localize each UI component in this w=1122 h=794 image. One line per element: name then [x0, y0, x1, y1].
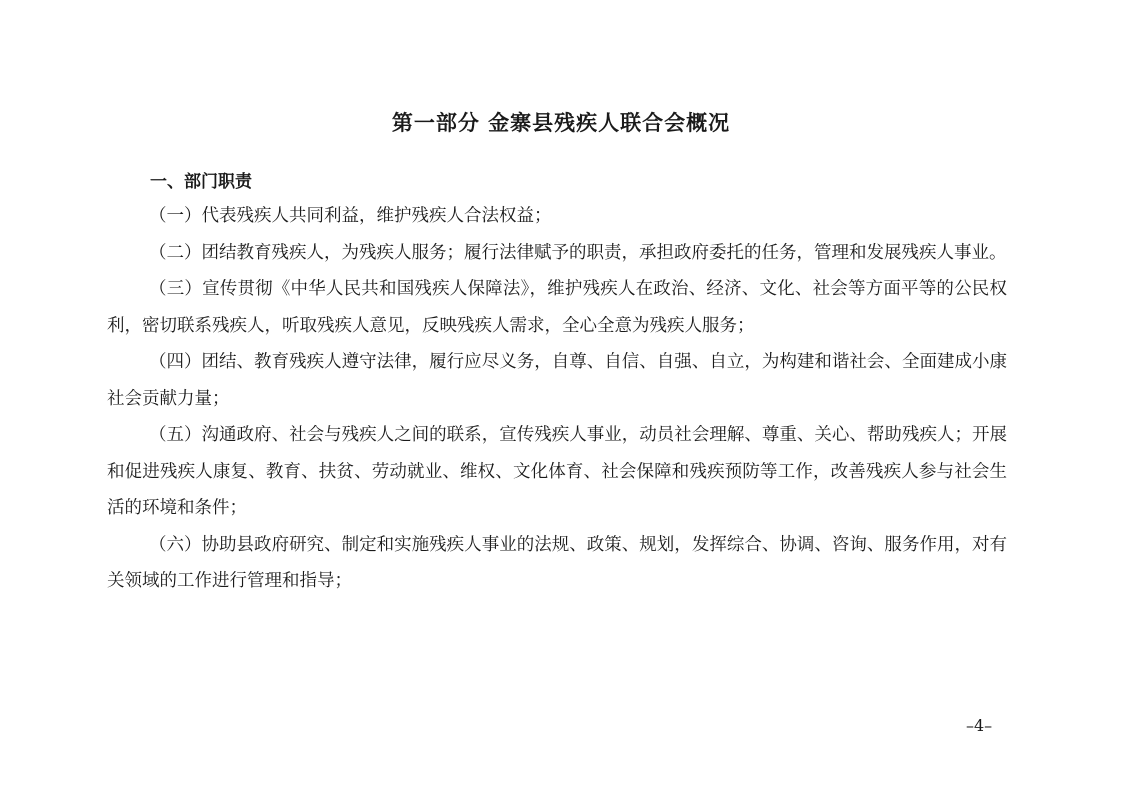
duty-paragraph-2: （二）团结教育残疾人，为残疾人服务；履行法律赋予的职责，承担政府委托的任务，管理和发展残疾人事业。: [149, 242, 1007, 263]
duty-paragraph-4: （四）团结、教育残疾人遵守法律，履行应尽义务，自尊、自信、自强、自立，为构建和谐社会、全面建成小康社会贡献力量；: [107, 352, 1007, 409]
page-title: 第一部分 金寨县残疾人联合会概况: [391, 110, 731, 135]
duty-paragraph-3: （三）宣传贯彻《中华人民共和国残疾人保障法》，维护残疾人在政治、经济、文化、社会等方面平等的公民权利，密切联系残疾人，听取残疾人意见，反映残疾人需求，全心全意为残疾人服务；: [107, 279, 1007, 336]
duty-paragraph-1: （一）代表残疾人共同利益，维护残疾人合法权益；: [149, 206, 552, 226]
duty-paragraph-6: （六）协助县政府研究、制定和实施残疾人事业的法规、政策、规划，发挥综合、协调、咨询、服务作用，对有关领域的工作进行管理和指导；: [107, 534, 1007, 591]
duty-paragraph-5: （五）沟通政府、社会与残疾人之间的联系，宣传残疾人事业，动员社会理解、尊重、关心、帮助残疾人；开展和促进残疾人康复、教育、扶贫、劳动就业、维权、文化体育、社会保障和残疾预防等工作，改善残疾人参与社会生活的环境和条件；: [107, 425, 1007, 518]
section-heading: 一、部门职责: [150, 172, 252, 192]
duties-body: [107, 198, 1007, 600]
page-number: –4–: [966, 716, 993, 735]
